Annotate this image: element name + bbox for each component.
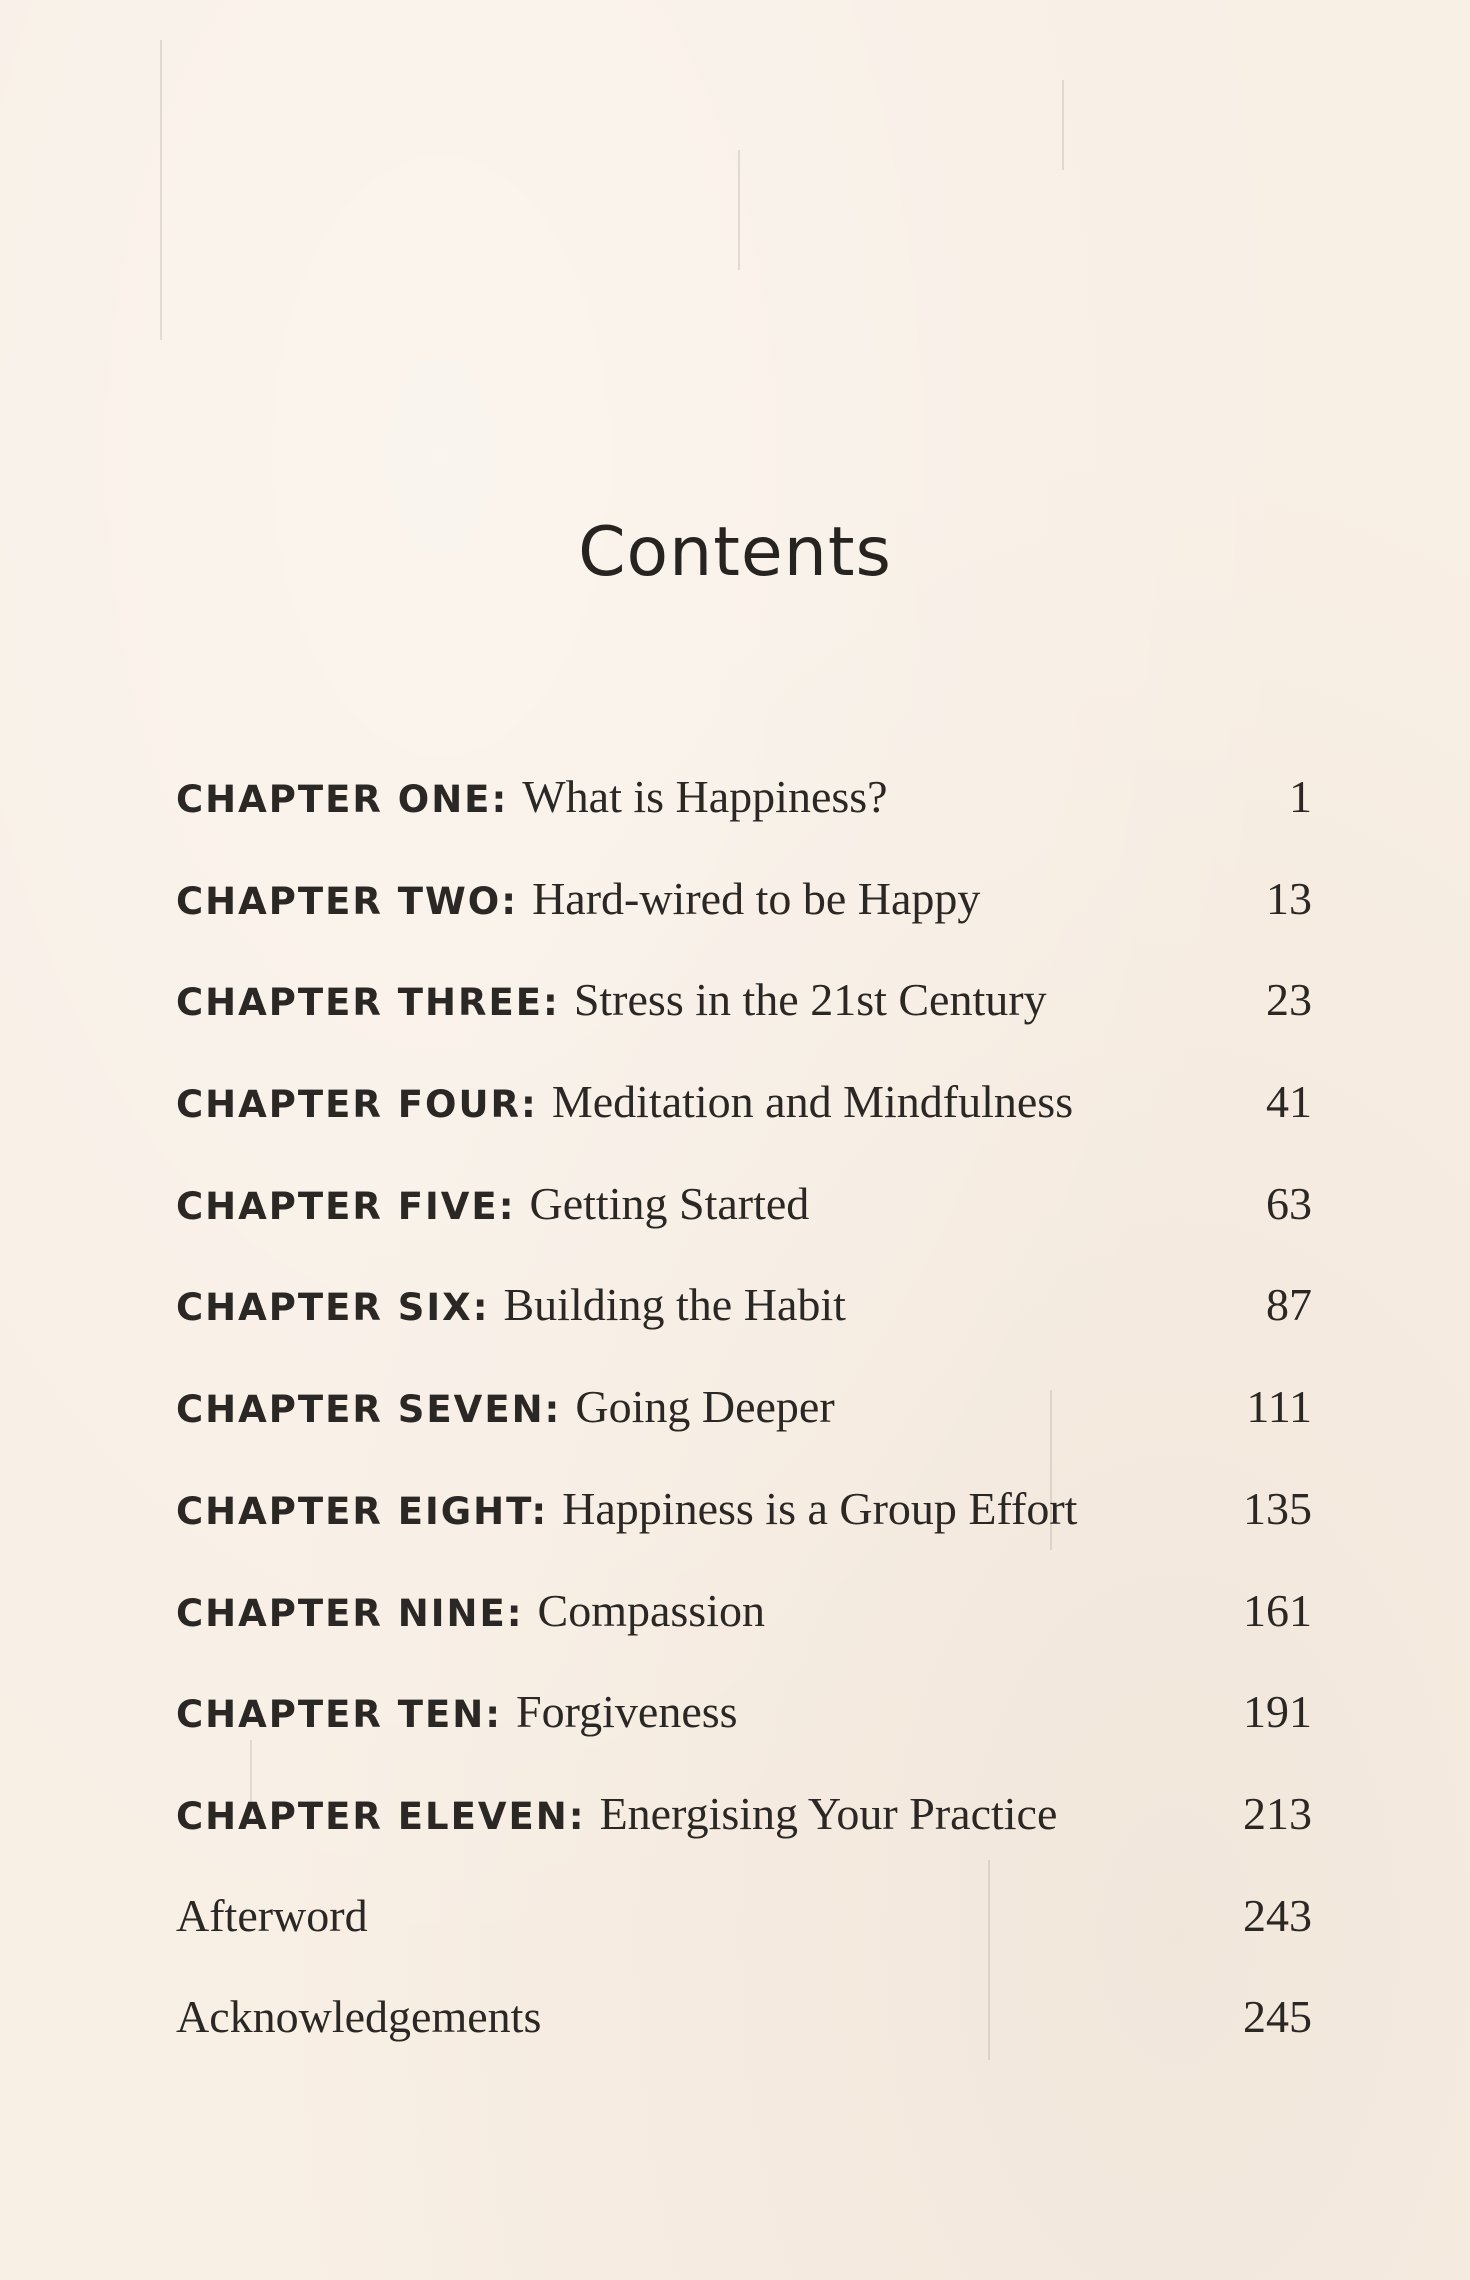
toc-entry-afterword [176, 1889, 1312, 1991]
table-of-contents [176, 770, 1312, 2092]
toc-entry-text [176, 1685, 738, 1738]
page-number: 245 [1243, 1991, 1312, 2043]
toc-entry-text [176, 1380, 835, 1433]
toc-entry-chapter-five [176, 1177, 1312, 1279]
toc-entry-chapter-ten [176, 1685, 1312, 1787]
chapter-label: CHAPTER EIGHT: [176, 1489, 549, 1533]
back-matter-title: Acknowledgements [176, 1991, 542, 2043]
chapter-title: Stress in the 21st Century [573, 974, 1047, 1026]
toc-entry-text [176, 1278, 846, 1331]
chapter-title: Getting Started [529, 1177, 810, 1229]
toc-entry-chapter-one [176, 770, 1312, 872]
toc-entry-chapter-four [176, 1075, 1312, 1177]
chapter-label: CHAPTER SIX: [176, 1286, 490, 1330]
paper-scratch [160, 40, 162, 340]
page-number: 87 [1266, 1279, 1312, 1331]
chapter-label: CHAPTER FOUR: [176, 1083, 538, 1127]
page-number: 161 [1243, 1584, 1312, 1636]
page-number: 191 [1243, 1686, 1312, 1738]
back-matter-title: Afterword [176, 1889, 368, 1941]
chapter-title: Happiness is a Group Effort [562, 1482, 1078, 1534]
toc-entry-text [176, 973, 1047, 1026]
chapter-label: CHAPTER TWO: [176, 879, 519, 923]
page-number: 41 [1266, 1076, 1312, 1128]
toc-entry-text [176, 1584, 765, 1637]
page-number: 243 [1243, 1889, 1312, 1941]
page-number: 13 [1266, 872, 1312, 924]
toc-entry-chapter-eight [176, 1482, 1312, 1584]
page-number: 213 [1243, 1787, 1312, 1839]
chapter-label: CHAPTER THREE: [176, 981, 560, 1025]
chapter-title: Energising Your Practice [599, 1787, 1058, 1839]
chapter-label: CHAPTER SEVEN: [176, 1388, 562, 1432]
toc-entry-chapter-two [176, 872, 1312, 974]
chapter-label: CHAPTER ONE: [176, 778, 509, 821]
paper-scratch [1062, 80, 1064, 170]
chapter-title: Compassion [537, 1584, 765, 1636]
toc-entry-text [176, 1177, 809, 1230]
chapter-title: What is Happiness? [522, 771, 888, 822]
toc-entry-chapter-six [176, 1278, 1312, 1380]
chapter-title: Forgiveness [516, 1686, 738, 1738]
chapter-title: Going Deeper [575, 1381, 835, 1433]
chapter-title: Meditation and Mindfulness [551, 1076, 1074, 1128]
page-number: 23 [1266, 974, 1312, 1026]
toc-entry-text [176, 872, 980, 925]
toc-entry-text [176, 1482, 1077, 1535]
toc-entry-chapter-nine [176, 1584, 1312, 1686]
toc-entry-text [176, 1075, 1073, 1128]
page-number: 111 [1246, 1381, 1312, 1433]
page-number: 135 [1243, 1482, 1312, 1534]
toc-entry-chapter-three [176, 973, 1312, 1075]
page-number: 63 [1266, 1177, 1312, 1229]
toc-entry-text [176, 770, 888, 823]
chapter-label: CHAPTER FIVE: [176, 1184, 516, 1228]
chapter-title: Building the Habit [503, 1279, 846, 1331]
toc-entry-chapter-eleven [176, 1787, 1312, 1889]
chapter-label: CHAPTER ELEVEN: [176, 1794, 586, 1838]
chapter-title: Hard-wired to be Happy [532, 872, 981, 924]
paper-scratch [738, 150, 740, 270]
toc-entry-acknowledgements [176, 1990, 1312, 2092]
page-title: Contents [578, 513, 892, 592]
toc-entry-chapter-seven [176, 1380, 1312, 1482]
page-number: 1 [1289, 771, 1312, 822]
chapter-label: CHAPTER NINE: [176, 1591, 524, 1635]
toc-entry-text [176, 1787, 1057, 1840]
chapter-label: CHAPTER TEN: [176, 1693, 503, 1737]
